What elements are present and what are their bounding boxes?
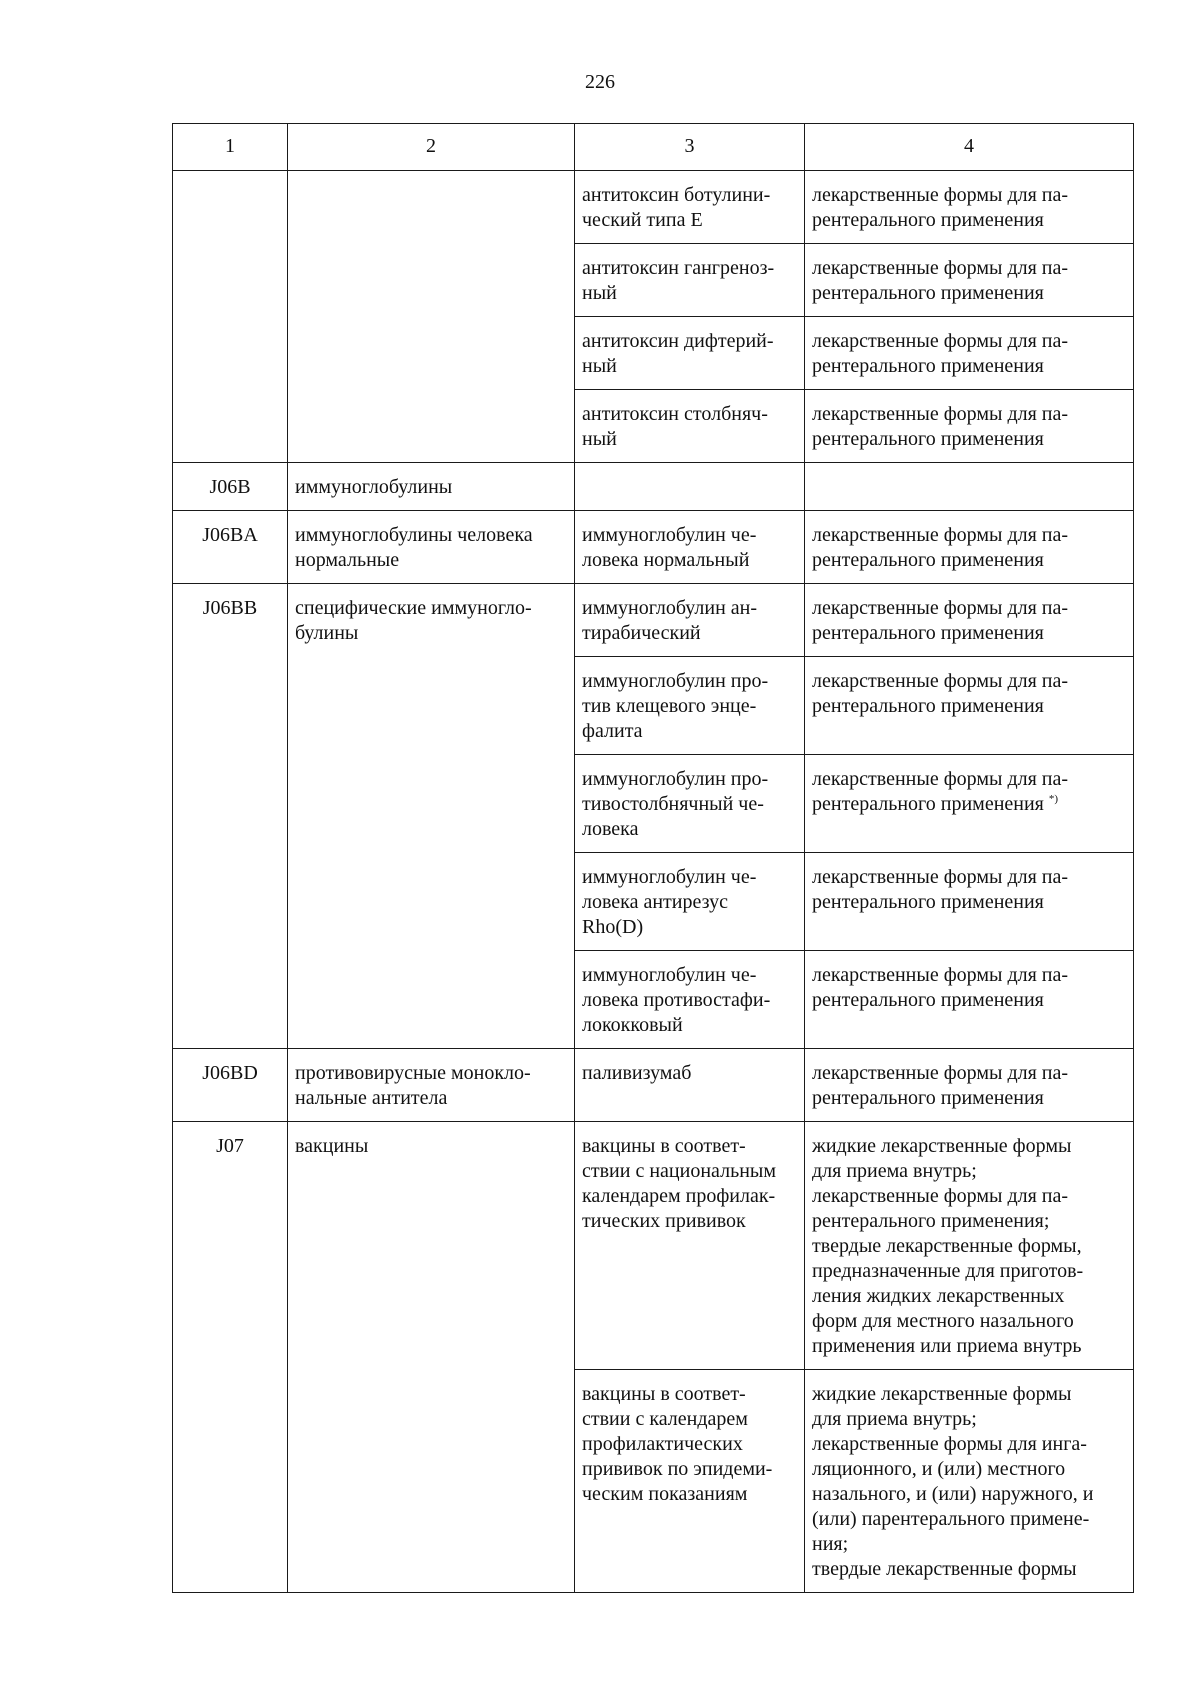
table-row <box>173 171 1134 244</box>
dosage-forms-cell <box>805 317 1134 390</box>
drug-name-cell: антитоксин гангреноз- ный <box>575 244 805 317</box>
atc-code-cell: J06BA <box>173 511 288 584</box>
atc-code-cell: J07 <box>173 1122 288 1593</box>
dosage-forms-cell <box>805 1049 1134 1122</box>
drug-name-cell <box>575 463 805 511</box>
drug-name-cell: вакцины в соответ- ствии с национальным календарем профилак- тических прививок <box>575 1122 805 1370</box>
atc-code-cell: J06BD <box>173 1049 288 1122</box>
dosage-forms-text: жидкие лекарственные формы для приема внутрь; лекарственные формы для па- рентерального применения; твердые лекарственные формы, предназначенные для приготов- ления жидких лекарственных форм для местного назального применения или приема внутрь <box>812 1135 1084 1357</box>
drug-name-cell: антитоксин дифтерий- ный <box>575 317 805 390</box>
atc-group-cell: противовирусные монокло- нальные антитела <box>288 1049 575 1122</box>
atc-group-cell: иммуноглобулины <box>288 463 575 511</box>
dosage-forms-text: лекарственные формы для па- рентерального применения <box>812 866 1069 913</box>
column-header-1: 1 <box>173 124 288 171</box>
table-row <box>173 463 1134 511</box>
dosage-forms-text: лекарственные формы для па- рентерального применения <box>812 184 1069 231</box>
dosage-forms-text: лекарственные формы для па- рентерального применения <box>812 670 1069 717</box>
dosage-forms-text: лекарственные формы для па- рентерального применения <box>812 330 1069 377</box>
page-number: 226 <box>585 71 615 93</box>
table-row <box>173 584 1134 657</box>
dosage-forms-cell <box>805 951 1134 1049</box>
dosage-forms-cell <box>805 755 1134 853</box>
dosage-forms-text: жидкие лекарственные формы для приема внутрь; лекарственные формы для инга- ляционного, и (или) местного назального, и (или) наружного, и (или) парентерального примене- ния; твердые лекарственные формы <box>812 1383 1094 1580</box>
drug-name-cell: иммуноглобулин про- тив клещевого энце- фалита <box>575 657 805 755</box>
atc-group-cell: иммуноглобулины человека нормальные <box>288 511 575 584</box>
table-row <box>173 511 1134 584</box>
dosage-forms-cell <box>805 463 1134 511</box>
drug-name-cell: антитоксин ботулини- ческий типа Е <box>575 171 805 244</box>
atc-code-cell: J06B <box>173 463 288 511</box>
dosage-forms-text: лекарственные формы для па- рентерального применения <box>812 768 1069 815</box>
dosage-forms-text: лекарственные формы для па- рентерального применения <box>812 597 1069 644</box>
dosage-forms-text: лекарственные формы для па- рентерального применения <box>812 403 1069 450</box>
drug-name-cell: иммуноглобулин ан- тирабический <box>575 584 805 657</box>
footnote-mark: *) <box>1048 793 1059 805</box>
dosage-forms-cell <box>805 853 1134 951</box>
column-header-2: 2 <box>288 124 575 171</box>
dosage-forms-text: лекарственные формы для па- рентерального применения <box>812 964 1069 1011</box>
atc-code-cell <box>173 171 288 463</box>
dosage-forms-cell <box>805 390 1134 463</box>
drug-name-cell: иммуноглобулин про- тивостолбнячный че- ловека <box>575 755 805 853</box>
dosage-forms-cell <box>805 171 1134 244</box>
drug-name-cell: иммуноглобулин че- ловека антирезус Rho(D) <box>575 853 805 951</box>
dosage-forms-cell <box>805 244 1134 317</box>
dosage-forms-cell <box>805 511 1134 584</box>
drug-name-cell: иммуноглобулин че- ловека противостафи- лококковый <box>575 951 805 1049</box>
dosage-forms-text: лекарственные формы для па- рентерального применения <box>812 524 1069 571</box>
column-header-4: 4 <box>805 124 1134 171</box>
atc-group-cell: специфические иммуногло- булины <box>288 584 575 1049</box>
column-header-3: 3 <box>575 124 805 171</box>
dosage-forms-text: лекарственные формы для па- рентерального применения <box>812 257 1069 304</box>
medicines-table <box>172 123 1134 1593</box>
dosage-forms-cell <box>805 1370 1134 1593</box>
table-row <box>173 1122 1134 1370</box>
dosage-forms-cell <box>805 1122 1134 1370</box>
drug-name-cell: иммуноглобулин че- ловека нормальный <box>575 511 805 584</box>
table-header-row <box>173 124 1134 171</box>
atc-code-cell: J06BB <box>173 584 288 1049</box>
drug-name-cell: антитоксин столбняч- ный <box>575 390 805 463</box>
table-row <box>173 1049 1134 1122</box>
drug-name-cell: паливизумаб <box>575 1049 805 1122</box>
drug-name-cell: вакцины в соответ- ствии с календарем профилактических прививок по эпидеми- ческим показаниям <box>575 1370 805 1593</box>
atc-group-cell: вакцины <box>288 1122 575 1593</box>
dosage-forms-cell <box>805 657 1134 755</box>
atc-group-cell <box>288 171 575 463</box>
dosage-forms-text: лекарственные формы для па- рентерального применения <box>812 1062 1069 1109</box>
dosage-forms-cell <box>805 584 1134 657</box>
